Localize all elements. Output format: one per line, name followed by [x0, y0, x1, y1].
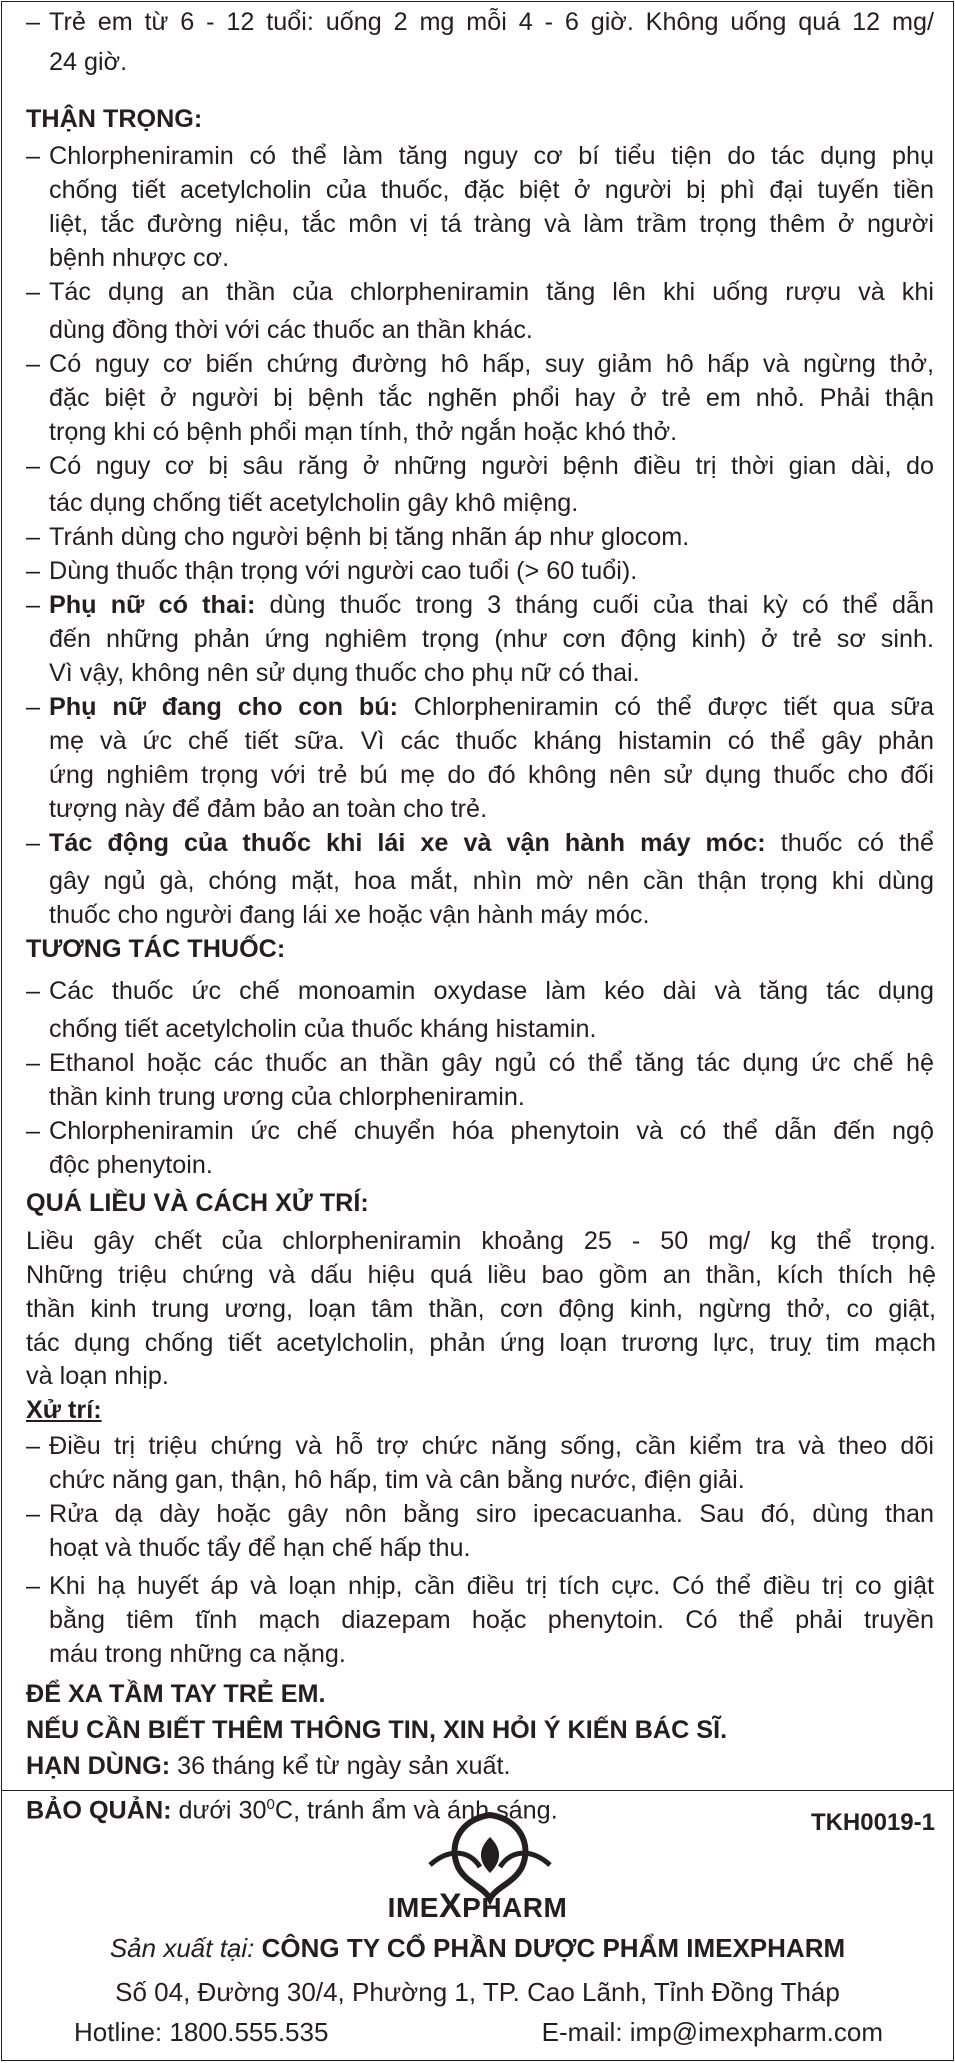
text-run: Tránh dùng cho người bệnh bị tăng nhãn áp như glocom. — [49, 523, 690, 552]
text-run: độc phenytoin. — [49, 1150, 213, 1179]
text-run: hoạt và thuốc tẩy để hạn chế hấp thu. — [49, 1534, 471, 1563]
bullet-dash: – — [26, 557, 41, 586]
text-run: Dùng thuốc thận trọng với người cao tuổi (> 60 tuổi). — [49, 557, 638, 586]
text-run: BẢO QUẢN: — [26, 1796, 172, 1825]
bullet-dash: – — [26, 277, 41, 306]
text-line — [26, 1498, 934, 1531]
text-run: máu trong những ca nặng. — [49, 1640, 346, 1669]
text-line — [49, 1638, 934, 1671]
text-line — [26, 1047, 934, 1080]
text-run: trọng khi có bệnh phổi mạn tính, thở ngắn hoặc khó thở. — [49, 417, 678, 446]
text-line — [26, 691, 934, 724]
text-run: chức năng gan, thận, hô hấp, tim và cân bằng nước, điện giải. — [49, 1466, 745, 1495]
text-run: Phụ nữ đang cho con bú: — [49, 693, 399, 722]
bullet-dash: – — [26, 591, 41, 620]
text-line — [49, 314, 934, 347]
text-line — [26, 1678, 936, 1711]
text-line — [49, 1464, 934, 1497]
text-line — [26, 933, 936, 966]
text-run: Xử trí: — [26, 1396, 102, 1425]
text-line — [26, 1293, 936, 1326]
text-run: Trẻ em từ 6 - 12 tuổi: uống 2 mg mỗi 4 - 6 giờ. Không uống quá 12 mg/ — [49, 8, 934, 36]
bullet-dash: – — [26, 829, 41, 858]
manufacturer-address: Số 04, Đường 30/4, Phường 1, TP. Cao Lãnh, Tỉnh Đồng Tháp — [115, 1977, 840, 2007]
text-line — [49, 208, 934, 241]
text-line — [49, 416, 934, 449]
text-line — [49, 865, 934, 898]
text-run: gây ngủ gà, chóng mặt, hoa mắt, nhìn mờ nên cần thận trọng khi dùng — [49, 867, 934, 896]
text-run: Điều trị triệu chứng và hỗ trợ chức năng sống, cần kiểm tra và theo dõi — [49, 1432, 934, 1461]
text-run: dùng đồng thời với các thuốc an thần khác. — [49, 315, 533, 344]
text-line — [26, 555, 934, 588]
text-line — [49, 793, 934, 826]
text-run: bằng tiêm tĩnh mạch diazepam hoặc phenytoin. Có thể phải truyền — [49, 1606, 934, 1635]
text-line — [26, 450, 934, 483]
text-run: HẠN DÙNG: — [26, 1752, 171, 1781]
text-line — [26, 1187, 936, 1220]
text-run: 0 — [266, 1796, 275, 1813]
text-run: THẬN TRỌNG: — [26, 104, 203, 133]
bullet-dash: – — [26, 1116, 41, 1145]
text-run: chống tiết acetylcholin của thuốc kháng histamin. — [49, 1014, 597, 1043]
text-run: Rửa dạ dày hoặc gây nôn bằng siro ipecacuanha. Sau đó, dùng than — [49, 1500, 934, 1529]
text-line — [49, 1532, 934, 1565]
text-run: đến những phản ứng nghiêm trọng (như cơn động kinh) ở trẻ sơ sinh. — [49, 625, 934, 654]
text-run: Tác dụng an thần của chlorpheniramin tăng lên khi uống rượu và khi — [49, 277, 934, 306]
text-run: Chlorpheniramin có thể làm tăng nguy cơ bí tiểu tiện do tác dụng phụ — [49, 141, 934, 170]
text-run: Vì vậy, không nên sử dụng thuốc cho phụ nữ có thai. — [49, 659, 640, 688]
brand-wordmark: IMEXPHARM — [387, 1887, 568, 1925]
text-line — [26, 348, 934, 381]
text-run: và loạn nhịp. — [26, 1362, 169, 1391]
text-run: Chlorpheniramin có thể được tiết qua sữa — [398, 693, 934, 722]
text-line — [26, 975, 934, 1008]
text-line — [26, 1750, 936, 1783]
document-code: TKH0019-1 — [810, 1809, 935, 1836]
text-run: Khi hạ huyết áp và loạn nhịp, cần điều trị tích cực. Có thể điều trị co giật — [49, 1572, 934, 1601]
text-run: liệt, tắc đường niệu, tắc môn vị tá tràng và làm trầm trọng thêm ở người — [49, 209, 934, 238]
text-line — [49, 174, 934, 207]
text-run: Tác động của thuốc khi lái xe và vận hành máy móc: — [49, 829, 766, 858]
text-run: dùng thuốc trong 3 tháng cuối của thai kỳ có thể dẫn — [255, 591, 935, 620]
text-run: tác dụng chống tiết acetylcholin gây khô miệng. — [49, 489, 579, 518]
text-run: Có nguy cơ biến chứng đường hô hấp, suy giảm hô hấp và ngừng thở, — [49, 349, 934, 378]
text-line — [49, 1081, 934, 1114]
manufacturer-line: Sản xuất tại: CÔNG TY CỔ PHẦN DƯỢC PHẨM IMEXPHARM — [109, 1933, 846, 1963]
text-line — [49, 657, 934, 690]
text-run: Các thuốc ức chế monoamin oxydase làm kéo dài và tăng tác dụng — [49, 976, 934, 1005]
text-run: thần kinh trung ương của chlorpheniramin. — [49, 1082, 525, 1111]
text-line — [26, 140, 934, 173]
text-run: tác dụng chống tiết acetylcholin, phản ứng loạn trương lực, truỵ tim mạch — [26, 1328, 936, 1357]
text-line — [26, 1259, 936, 1292]
bullet-dash: – — [26, 693, 41, 722]
text-line — [26, 103, 936, 136]
text-line — [26, 1430, 934, 1463]
text-run: thần kinh trung ương, loạn tâm thần, cơn động kinh, ngừng thở, co giật, — [26, 1294, 936, 1323]
text-line — [26, 827, 934, 860]
text-run: Chlorpheniramin ức chế chuyển hóa phenytoin và có thể dẫn đến ngộ — [49, 1116, 934, 1145]
text-line — [49, 725, 934, 758]
text-line — [26, 1360, 936, 1393]
text-run: mẹ và ức chế tiết sữa. Vì các thuốc kháng histamin có thể gây phản — [49, 727, 934, 756]
leaflet-footer — [2, 1791, 953, 2060]
text-run: Những triệu chứng và dấu hiệu quá liều bao gồm an thần, kích thích hệ — [26, 1260, 936, 1289]
text-run: Liều gây chết của chlorpheniramin khoảng 25 - 50 mg/ kg thể trọng. — [26, 1226, 936, 1255]
text-line — [26, 521, 934, 554]
bullet-dash: – — [26, 1572, 41, 1601]
text-line — [49, 1149, 934, 1182]
bullet-dash: – — [26, 349, 41, 378]
text-line — [26, 1327, 936, 1360]
text-run: QUÁ LIỀU VÀ CÁCH XỬ TRÍ: — [26, 1188, 369, 1217]
text-run: Có nguy cơ bị sâu răng ở những người bệnh điều trị thời gian dài, do — [49, 451, 934, 480]
text-run: Ethanol hoặc các thuốc an thần gây ngủ có thể tăng tác dụng ức chế hệ — [49, 1048, 934, 1077]
text-line — [49, 623, 934, 656]
bullet-dash: – — [26, 523, 41, 552]
text-line — [49, 1013, 934, 1046]
text-run: NẾU CẦN BIẾT THÊM THÔNG TIN, XIN HỎI Ý KIẾN BÁC SĨ. — [26, 1716, 728, 1745]
text-line — [26, 1394, 936, 1427]
text-run: ĐỂ XA TẦM TAY TRẺ EM. — [26, 1680, 326, 1709]
text-line — [49, 487, 934, 520]
email: E-mail: imp@imexpharm.com — [541, 2017, 883, 2047]
bullet-dash: – — [26, 976, 41, 1005]
text-line — [26, 1225, 936, 1258]
text-run: TƯƠNG TÁC THUỐC: — [26, 934, 286, 963]
text-run: tượng này để đảm bảo an toàn cho trẻ. — [49, 795, 488, 824]
bullet-dash: – — [26, 8, 41, 36]
text-run: 36 tháng kể từ ngày sản xuất. — [170, 1752, 511, 1781]
bullet-dash: – — [26, 451, 41, 480]
text-line — [26, 1115, 934, 1148]
text-line — [49, 1604, 934, 1637]
text-run: bệnh nhược cơ. — [49, 243, 230, 272]
text-run: thuốc có thể — [765, 829, 934, 858]
text-line — [26, 276, 934, 309]
bullet-dash: – — [26, 1500, 41, 1529]
text-run: thuốc cho người đang lái xe hoặc vận hành máy móc. — [49, 901, 650, 929]
text-line — [26, 1570, 934, 1603]
bullet-dash: – — [26, 1048, 41, 1077]
text-line — [49, 759, 934, 792]
text-line — [26, 589, 935, 622]
text-run: đặc biệt ở người bị bệnh tắc nghẽn phổi hay ở trẻ em nhỏ. Phải thận — [49, 383, 934, 412]
text-line — [49, 382, 934, 415]
text-line — [49, 242, 934, 275]
hotline: Hotline: 1800.555.535 — [74, 2017, 329, 2047]
text-line — [26, 1714, 936, 1747]
bullet-dash: – — [26, 141, 41, 170]
text-line — [49, 899, 934, 932]
text-run: dưới 30 — [171, 1796, 267, 1825]
text-run: 24 giờ. — [49, 47, 128, 76]
text-line — [26, 6, 934, 39]
text-run: C, tránh ẩm và ánh sáng. — [274, 1796, 558, 1825]
leaflet-page — [1, 1, 954, 2061]
text-run: Phụ nữ có thai: — [49, 591, 256, 620]
text-run: chống tiết acetylcholin của thuốc, đặc biệt ở người bị phì đại tuyến tiền — [49, 175, 934, 204]
bullet-dash: – — [26, 1432, 41, 1461]
text-line — [49, 46, 934, 79]
text-run: ứng nghiêm trọng với trẻ bú mẹ do đó không nên sử dụng thuốc cho đối — [49, 761, 934, 790]
